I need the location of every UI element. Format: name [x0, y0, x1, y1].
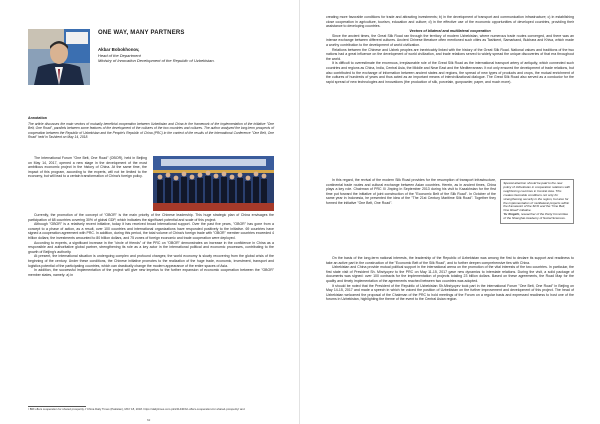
footnote: ¹ BRI offers cooperation for shared prosperity // China Daily Times (Pakistan), MAY 18, 2018. https://dailytimes.com.pk/241440/bri-offers-cooperation-for-shared-prosperity/ and [28, 407, 245, 411]
right-bottom-column [326, 256, 574, 302]
right-top-column [326, 15, 574, 84]
page-number-left: 62 [147, 418, 151, 422]
sidebar-quote [500, 179, 574, 224]
right-narrow-column [326, 178, 496, 206]
paragraph: According to experts, a significant increase in the "circle of friends" of the PRC on "OBOR" demonstrates an increase in the confidence in China as a responsible and authoritative global partner, strengthening its role as a key actor in the international political and economic processes, contributing to the growth of Beijing's authority. [28, 240, 274, 254]
author-portrait-image [28, 29, 90, 85]
paragraph: It is difficult to overestimate the enormous, irreplaceable role of the Great Silk Road as the international transport artery of antiquity, which connected such countries and regions as China, India, Central Asia, the Middle and Near East and the Mediterranean. It not only ensured the development of trade relations, but also contributed to the exchange of information between ancient states and regions, the spread of new types of products and crops, the mutual enrichment of the cultures of hundreds of years and thus acted as an important means of intercivilizational dialogue. The Great Silk Road also served as a conductor for the rapid spread of new technologies and innovations (the production of silk, porcelain, gunpowder, paper, and much more). [326, 61, 574, 84]
paragraph: On the basis of the long-term national interests, the leadership of the Republic of Uzbekistan was among the first to declare its support and readiness to take an active part in the construction of the "Economic Belt of the Silk Road", and to further deepen comprehensive ties with China. [326, 256, 574, 265]
paragraph: creating more favorable conditions for trade and attracting investments; b) in the development of transport and communication infrastructure; c) in establishing close cooperation in agriculture, tourism, education and culture; d) in the effective use of the economic opportunities of developed countries, providing their assistance to developing countries. [326, 15, 574, 29]
paragraph: It should be noted that the President of the Republic of Uzbekistan Sh.Mirziyoyev took part in the international Forum "One Belt, One Road" in Beijing on May 14-15, 2017 and made a speech in which he voiced the position of Uzbekistan on the further improvement and development of this project. The head of Uzbekistan welcomed the proposal of the Chairman of the PRC to hold meetings of the Forum on a regular basis and expressed readiness to host one of the forums in Uzbekistan, highlighting the theme of the event to the Central Asian region. [326, 283, 574, 302]
left-main-column [28, 213, 274, 277]
quote-author-name: Yu Xingzhi, [503, 212, 520, 217]
paragraph: The International Forum "One Belt, One Road" (OBOR), held in Beijing on May 14, 2017, opened a new stage in the development of the most ambitious economic project in the history of China. At the same time, the impact of this program, according to the experts, will not be limited to the economy, but will lead to a certain transformation of China's foreign policy. [28, 156, 147, 179]
author-name: Akbar Bobokhonov, [98, 47, 140, 52]
paragraph: Since the ancient times, the Great Silk Road ran through the territory of modern Uzbekistan, where numerous trade routes converged, and there was an intense exchange between different cultures. Ancient Chinese literature often mentioned such cities as Tashkent, Samarkand, Bukhara and Khiva, which made a worthy contribution to the development of world civilization. [326, 33, 574, 47]
author-role-2: Ministry of Innovation Development of the Republic of Uzbekistan. [98, 58, 215, 64]
forum-photo-image [153, 156, 274, 211]
paragraph: In this regard, the revival of the modern Silk Road provides for the resumption of transport infrastructure, continental trade routes and cultural exchange between Asian countries. Herein, as in ancient times, China plays a key role. Chairman of PRC Xi Jinping in September 2013 during his visit to Kazakhstan for the first time put forward the initiative of joint construction of the "Economic Belt of the Silk Road". In October of the same year in Indonesia, he presented the idea of the "The 21st Century Maritime Silk Road". Together they formed the initiative "One Belt, One Road". [326, 178, 496, 205]
quote-author-role: researcher of the Party Committee of the Shanghai Academy of Social Sciences. [503, 212, 569, 221]
section-subheading: Vectors of bilateral and multilateral cooperation [409, 28, 491, 33]
quote-attribution [503, 213, 570, 221]
paragraph: In addition, the successful implementation of the project will give new impetus to the further expansion of economic cooperation between the "OBOR" member states, namely: a) in [28, 268, 274, 277]
annotation [28, 122, 274, 139]
paragraph: At present, the international situation is undergoing complex and profound changes; the world economy is slowly recovering from the global crisis of the beginning of the century. Under these conditions, the Chinese initiative promotes to the realization of the huge trade, economic, investment, transport and logistics potential of the participating countries, which can drastically change the modern appearance of the entire spaces of Asia. [28, 254, 274, 268]
article-title: ONE WAY, MANY PARTNERS [98, 30, 185, 36]
forum-photo [153, 156, 274, 211]
annotation-text: The article discusses the main vectors of mutually beneficial cooperation between Uzbekistan and China in the framework of the implementation of the initiative "One Belt, One Road", parallels between some features of the development of the cultures of the two countries and cultures. The author analyzed the long-term prospects of cooperation between the Republic of Uzbekistan and the People's Republic of China (PRC) in the context of the results of the International Conference "One Belt, One Road" held in Tashkent on May 14, 2018. [28, 122, 274, 139]
author-role-1: Head of the Department [98, 53, 141, 58]
quote-text: Special attention should be paid to the new policy of Uzbekistan in cooperation relations with neighboring countries in Central Asia. This creates favorable conditions not only for strengthening security in the region, but also for the implementation of multilateral projects within the framework of the SCO and the "One Belt, One Road" initiative. [503, 181, 571, 213]
paragraph: Relations between the Chinese and Uzbek peoples are inextricably linked with the history of the Great Silk Road. National values and traditions of the two nations had a great influence on the development of world civilization, and trade relations served to widely spread the unique discoveries of that era throughout the world. [326, 47, 574, 61]
right-page [300, 0, 600, 424]
paragraph: Currently, the promotion of the concept of "OBOR" is the main priority of the Chinese leadership. This huge strategic plan of China envisages the participation of 68 countries covering 30% of global GDP, which indicates the significant potential and scale of this project. [28, 213, 274, 222]
paragraph: Although "OBOR" is a relatively recent initiative, today it has received broad international support. Over the past five years, "OBOR" has gone from a concept to a phase of action, as a result, over 100 countries and international organizations have responded positively to the initiative. 69 countries have signed a cooperation agreement with PRC. In addition, during this period, the total volume of China's foreign trade with "OBOR" member countries exceeded 4 trillion dollars; the investments amounted to 80 billion dollars, and 75 zones of foreign economic and trade cooperation were deployed. [28, 222, 274, 240]
author-portrait [28, 29, 90, 85]
author-block [98, 47, 278, 64]
annotation-heading: Annotation [28, 116, 47, 120]
left-intro-column [28, 156, 147, 179]
paragraph: Uzbekistan and China provide mutual political support in the international arena on the promotion of the vital interests of the two countries. In particular, the first state visit of President Sh. Mirziyoyev to the PRC on May 11-15, 2017 gave new dynamics to interstate relations. During the visit, a solid package of documents was signed: over 100 contracts for the implementation of projects totaling 23 billion dollars. Based on these agreements, the Road Map for the quality and timely implementation of the agreements reached between two countries was adopted. [326, 265, 574, 283]
